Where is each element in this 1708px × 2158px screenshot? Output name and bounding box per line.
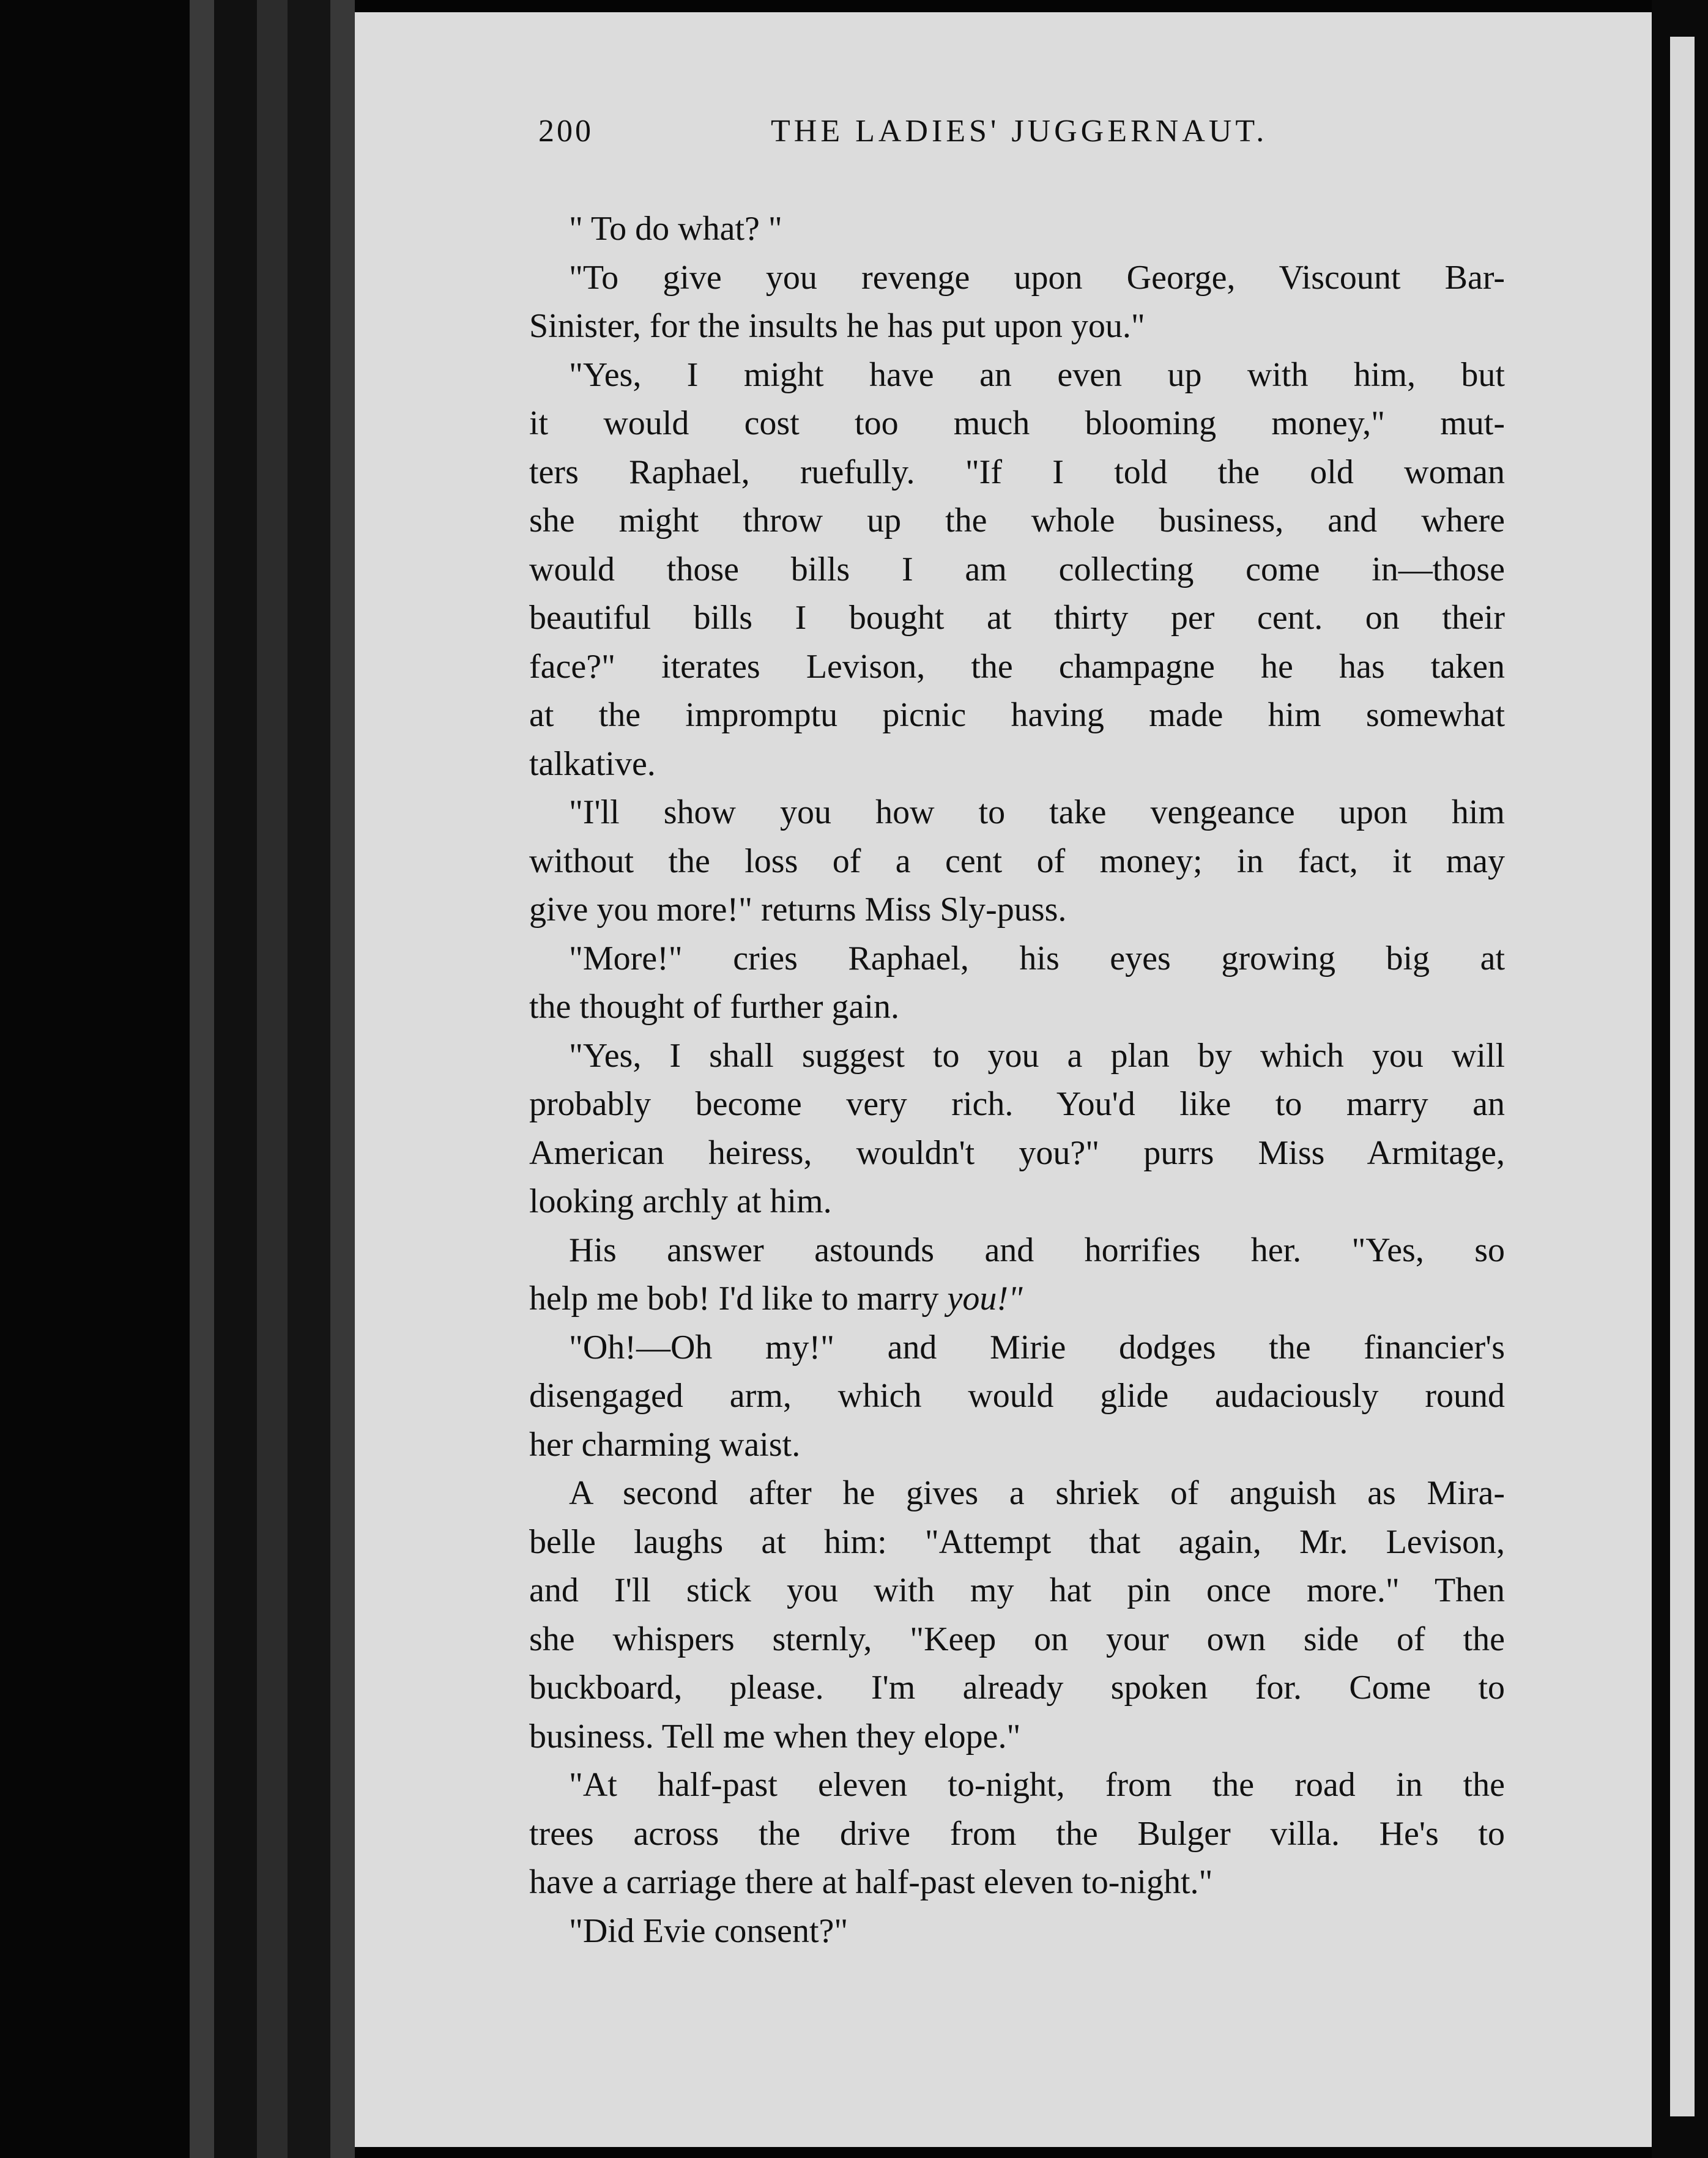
- text-line: would those bills I am collecting come in—those: [529, 550, 1505, 588]
- page-edge: [288, 0, 330, 2158]
- page-edge: [190, 0, 214, 2158]
- text-line: she might throw up the whole business, and where: [529, 502, 1505, 540]
- text-line: the thought of further gain.: [529, 988, 899, 1026]
- page-number: 200: [538, 114, 593, 149]
- text-line: beautiful bills I bought at thirty per cent. on their: [529, 599, 1505, 637]
- book-spine: [0, 0, 190, 2158]
- text-line: His answer astounds and horrifies her. "Yes, so: [569, 1231, 1505, 1269]
- text-line: business. Tell me when they elope.": [529, 1717, 1021, 1756]
- text-line: "Yes, I might have an even up with him, but: [569, 355, 1505, 394]
- text-line: face?" iterates Levison, the champagne he has taken: [529, 647, 1505, 686]
- text-line: "At half-past eleven to-night, from the road in the: [569, 1766, 1505, 1804]
- text-line: and I'll stick you with my hat pin once more." Then: [529, 1571, 1505, 1609]
- text-line: American heiress, wouldn't you?" purrs Miss Armitage,: [529, 1133, 1505, 1172]
- text-line: "Yes, I shall suggest to you a plan by which you will: [569, 1036, 1505, 1075]
- text-line: A second after he gives a shriek of anguish as Mira-: [569, 1474, 1505, 1512]
- text-line: belle laughs at him: "Attempt that again, Mr. Levison,: [529, 1522, 1505, 1561]
- book-page: [355, 12, 1652, 2147]
- page-edge: [257, 0, 288, 2158]
- text-line: disengaged arm, which would glide audaciously round: [529, 1377, 1505, 1415]
- text-span: help me bob! I'd like to marry: [529, 1280, 939, 1318]
- text-line: buckboard, please. I'm already spoken for. Come to: [529, 1669, 1505, 1707]
- text-line: "Oh!—Oh my!" and Mirie dodges the financier's: [569, 1328, 1505, 1366]
- running-title: THE LADIES' JUGGERNAUT.: [771, 114, 1268, 149]
- text-line: without the loss of a cent of money; in fact, it may: [529, 842, 1505, 880]
- page-header: [538, 113, 1468, 162]
- page-edge: [214, 0, 257, 2158]
- text-line: have a carriage there at half-past eleven to-night.": [529, 1863, 1213, 1901]
- page-edge: [330, 0, 355, 2158]
- text-line: "I'll show you how to take vengeance upon him: [569, 793, 1505, 831]
- text-line: looking archly at him.: [529, 1182, 832, 1220]
- text-line: her charming waist.: [529, 1425, 801, 1464]
- text-line: Sinister, for the insults he has put upon you.": [529, 307, 1145, 345]
- text-line: at the impromptu picnic having made him somewhat: [529, 696, 1505, 734]
- text-line: "To give you revenge upon George, Viscount Bar-: [569, 258, 1505, 297]
- text-line: she whispers sternly, "Keep on your own side of the: [529, 1620, 1505, 1658]
- body-text: [529, 205, 1505, 1956]
- facing-page-edge: [1670, 37, 1695, 2116]
- italic-text: you!": [947, 1280, 1023, 1318]
- text-line: [529, 1275, 1505, 1324]
- text-line: trees across the drive from the Bulger villa. He's to: [529, 1814, 1505, 1853]
- text-line: probably become very rich. You'd like to marry an: [529, 1085, 1505, 1123]
- text-line: it would cost too much blooming money," mut-: [529, 404, 1505, 442]
- text-line: " To do what? ": [569, 210, 782, 248]
- text-line: talkative.: [529, 744, 656, 783]
- text-line: "Did Evie consent?": [569, 1911, 848, 1950]
- text-line: ters Raphael, ruefully. "If I told the old woman: [529, 453, 1505, 491]
- text-line: give you more!" returns Miss Sly-puss.: [529, 891, 1067, 929]
- text-line: "More!" cries Raphael, his eyes growing big at: [569, 939, 1505, 977]
